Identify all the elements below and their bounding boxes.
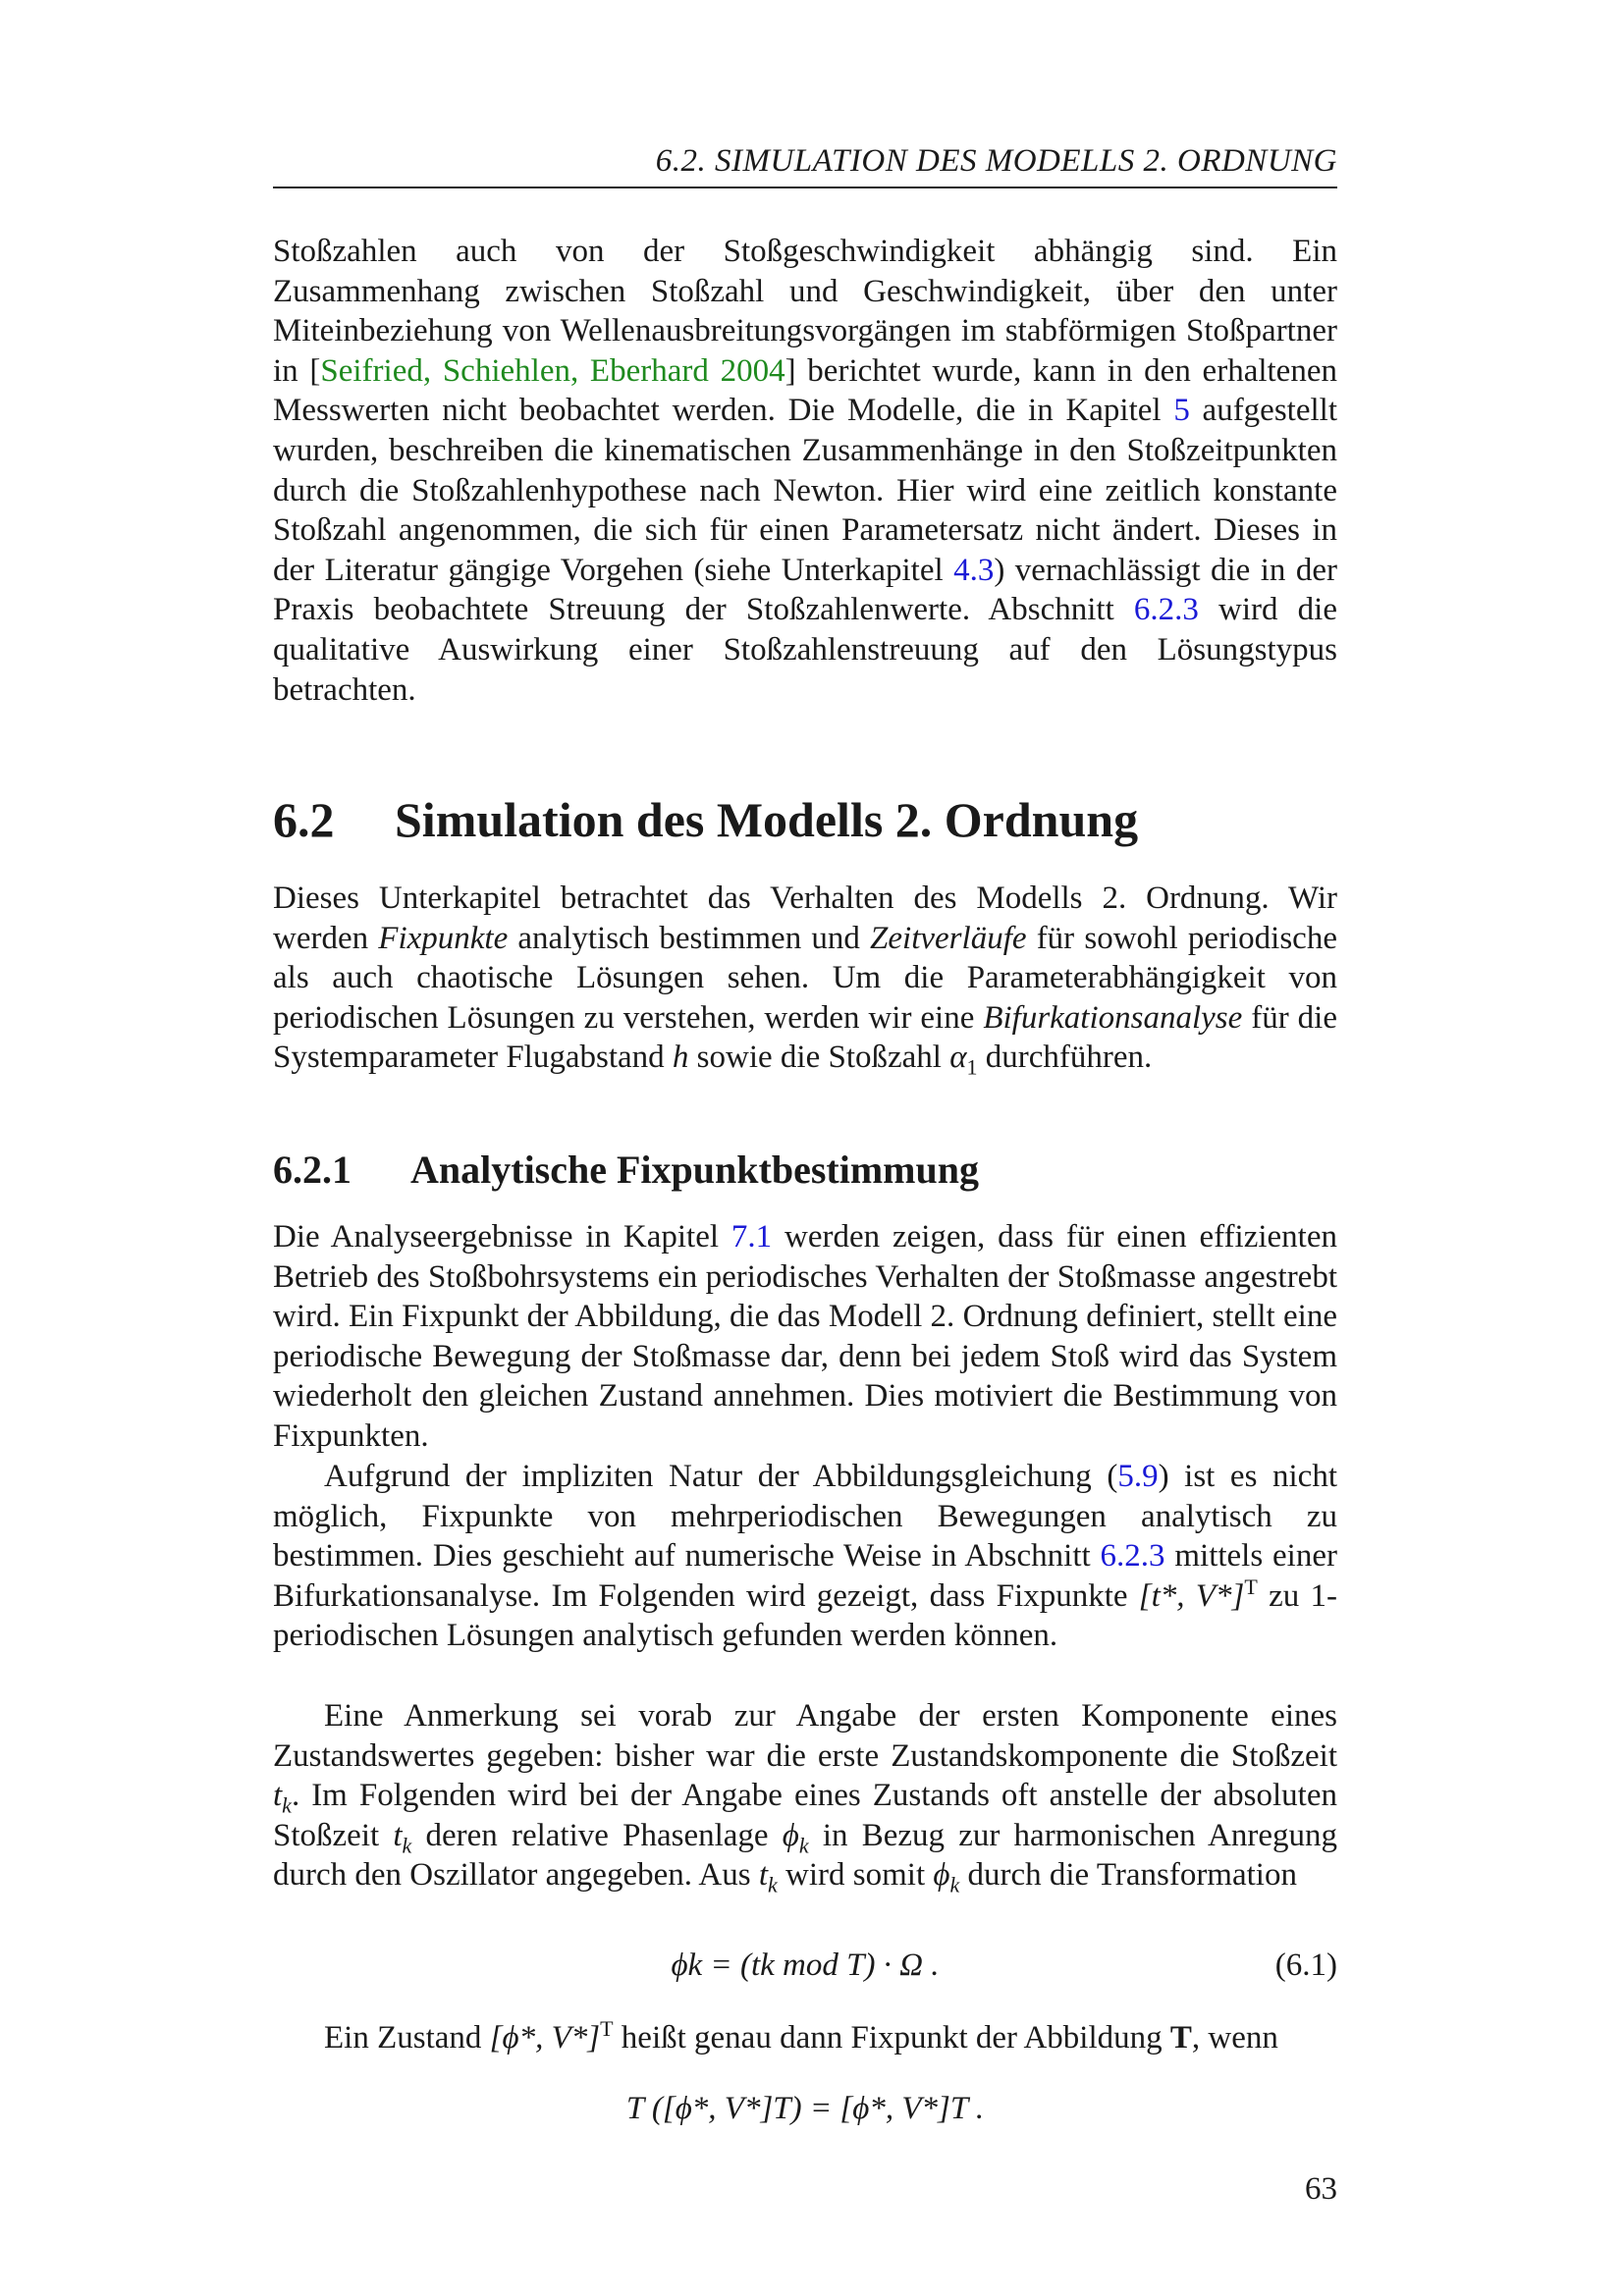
math-subscript: 1 [966, 1054, 978, 1080]
text: . Im Folgenden wird bei der Angabe eines Zustands oft anstelle der absoluten Stoßzeit [273, 1778, 1337, 1853]
text: wird die qualitative Auswirkung einer Stoßzahlenstreuung auf den Lösungstypus betrachten. [273, 592, 1337, 708]
emphasis: Fixpunkte [378, 920, 509, 956]
section-heading [273, 791, 1337, 848]
text: durch die Transformation [959, 1857, 1297, 1894]
text: werden zeigen, dass für einen effizienten Betrieb des Stoßbohrsystems ein periodisches Verhalten der Stoßmasse angestrebt wird. Ein Fixpunkt der Abbildung, die das Modell 2. Ordnung definiert, stellt eine periodische Bewegung der Stoßmasse dar, denn bei jedem Stoß wird das System wiederholt den gleichen Zustand annehmen. Dies motiviert die Bestimmung von Fixpunkten. [273, 1219, 1337, 1454]
paragraph-analysis [273, 1217, 1337, 1457]
math-subscript: k [768, 1872, 778, 1897]
math-symbol: t [758, 1857, 769, 1894]
math-symbol: h [672, 1040, 689, 1076]
text: in Bezug zur harmonischen Anregung durch den Oszillator angegeben. Aus [273, 1817, 1338, 1894]
equation-6-1 [273, 1948, 1337, 1989]
section-ref-link[interactable]: 6.2.3 [1133, 592, 1199, 628]
subsection-heading [273, 1147, 1337, 1193]
math-expression: [ϕ*, V*] [489, 2020, 601, 2056]
chapter-ref-link[interactable]: 7.1 [730, 1219, 773, 1255]
page-number: 63 [1305, 2171, 1337, 2207]
header-rule [273, 187, 1337, 188]
text: heißt genau dann Fixpunkt der Abbildung [613, 2020, 1170, 2056]
emphasis: Bifurkationsanalyse [983, 999, 1243, 1036]
running-head: 6.2. SIMULATION DES MODELLS 2. ORDNUNG [655, 143, 1337, 179]
text: aufgestellt wurden, beschreiben die kinematischen Zusammenhänge in den Stoßzeitpunkten durch die Stoßzahlenhypothese nach Newton. Hier wird eine zeitlich konstante Stoßzahl angenommen, die sich für einen Parametersatz nicht ändert. Dieses in der Literatur gängige Vorgehen (siehe Unterkapitel [273, 393, 1337, 588]
chapter-ref-link[interactable]: 5 [1173, 393, 1190, 429]
text: Ein Zustand [324, 2020, 490, 2056]
citation-link[interactable]: Seifried, Schiehlen, Eberhard 2004 [320, 352, 785, 389]
equation-body: ϕk = (tk mod T) · Ω . [671, 1948, 940, 1983]
text: für die Systemparameter Flugabstand [273, 999, 1337, 1076]
text: ] berichtet wurde, kann in den erhaltenen Messwerten nicht beobachtet werden. Die Modelle, die in Kapitel [273, 352, 1337, 429]
math-symbol: t [273, 1778, 283, 1814]
equation-number: (6.1) [1274, 1948, 1337, 1983]
math-subscript: k [402, 1833, 412, 1858]
section-ref-link[interactable]: 6.2.3 [1100, 1538, 1165, 1575]
equation-ref-link[interactable]: 5.9 [1117, 1459, 1159, 1494]
section-number: 6.2 [273, 792, 335, 847]
math-subscript: k [282, 1792, 292, 1818]
paragraph-intro [273, 232, 1337, 710]
math-symbol: t [393, 1817, 403, 1853]
math-expression: [t*, V*] [1138, 1577, 1245, 1614]
subsection-title: Analytische Fixpunktbestimmung [410, 1148, 979, 1192]
text: Stoßzahlen auch von der Stoßgeschwindigkeit abhängig sind. Ein Zusammenhang zwischen Stoßzahl und Geschwindigkeit, über den unter Miteinbeziehung von Wellenausbreitungsvorgängen im stabförmigen Stoßpartner in [ [273, 234, 1337, 389]
section-title: Simulation des Modells 2. Ordnung [395, 792, 1139, 847]
text: Dieses Unterkapitel betrachtet das Verhalten des Modells 2. Ordnung. Wir werden [273, 881, 1337, 956]
equation-fixpoint [273, 2091, 1337, 2134]
math-symbol: ϕ [933, 1857, 950, 1894]
math-superscript: T [1244, 1574, 1258, 1599]
math-superscript: T [600, 2016, 614, 2041]
paragraph-section-intro [273, 879, 1337, 1078]
equation-body: T ([ϕ*, V*]T) = [ϕ*, V*]T . [625, 2091, 985, 2126]
math-symbol: α [949, 1040, 967, 1076]
paragraph-implicit [273, 1457, 1337, 1656]
subsection-number: 6.2.1 [273, 1148, 352, 1192]
text: mittels einer Bifurkationsanalyse. Im Folgenden wird gezeigt, dass Fixpunkte [273, 1538, 1337, 1614]
emphasis: Zeitverläufe [870, 920, 1027, 956]
math-subscript: k [949, 1872, 960, 1897]
text: deren relative Phasenlage [411, 1817, 783, 1853]
text: Die Analyseergebnisse in Kapitel [273, 1219, 731, 1255]
paragraph-fixpoint-def [273, 2018, 1337, 2058]
text: Eine Anmerkung sei vorab zur Angabe der ersten Komponente eines Zustandswertes gegeben: bisher war die erste Zustandskomponente die Stoßzeit [273, 1698, 1337, 1774]
subchapter-ref-link[interactable]: 4.3 [953, 552, 995, 588]
math-subscript: k [798, 1833, 809, 1858]
math-symbol: T [1169, 2020, 1192, 2056]
text: wird somit [777, 1857, 934, 1894]
text: durchführen. [977, 1040, 1153, 1076]
paragraph-remark [273, 1696, 1337, 1896]
text: ) ist es nicht möglich, Fixpunkte von mehrperiodischen Bewegungen analytisch zu bestimmen. Dies geschieht auf numerische Weise in Abschnitt [273, 1459, 1337, 1575]
text: zu 1-periodischen Lösungen analytisch gefunden werden können. [273, 1577, 1337, 1654]
math-symbol: ϕ [782, 1817, 799, 1853]
text: , wenn [1191, 2020, 1278, 2056]
text: ) vernachlässigt die in der Praxis beobachtete Streuung der Stoßzahlenwerte. Abschnitt [273, 552, 1337, 628]
text: analytisch bestimmen und [508, 920, 871, 956]
text: für sowohl periodische als auch chaotische Lösungen sehen. Um die Parameterabhängigkeit von periodischen Lösungen zu verstehen, werden wir eine [273, 920, 1337, 1036]
text: Aufgrund der impliziten Natur der Abbildungsgleichung ( [324, 1459, 1118, 1494]
text: sowie die Stoßzahl [688, 1040, 950, 1076]
